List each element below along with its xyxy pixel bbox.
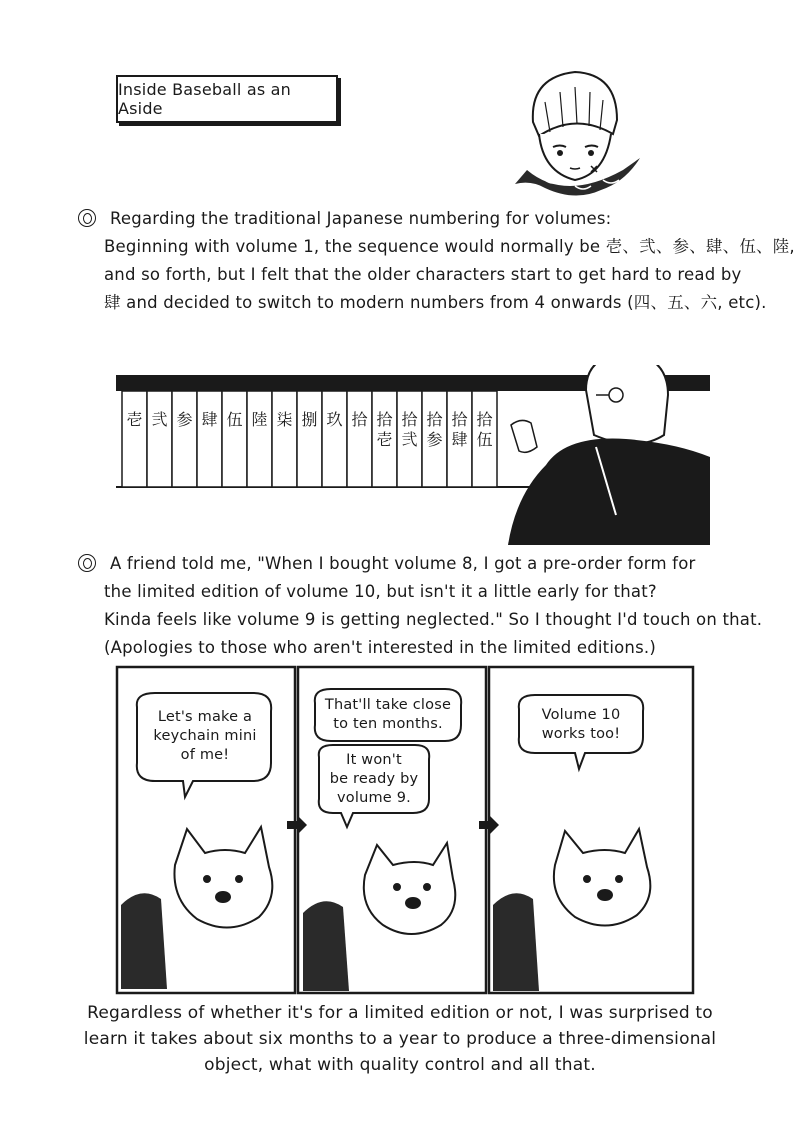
note-bullet-icon	[78, 554, 96, 572]
book-spine-label: 拾	[351, 410, 368, 429]
bubble-line: Let's make a	[157, 709, 253, 725]
book-spine-label: 玖	[326, 410, 343, 429]
scarf-character-illustration	[121, 893, 539, 991]
book-spine-label: 陸	[251, 410, 268, 429]
book-spine-label: 壱	[126, 410, 143, 429]
book-spine-label: 柒	[276, 410, 293, 429]
note2-line: the limited edition of volume 10, but isn't it a little early for that?	[104, 582, 657, 601]
closing-line: learn it takes about six months to a year to produce a three-dimensional	[83, 1029, 717, 1049]
comic-strip	[115, 665, 695, 995]
book-spine	[397, 391, 422, 487]
book-spine-label: 拾	[426, 410, 443, 429]
book-spine-label: 拾	[476, 410, 493, 429]
bookshelf-illustration	[116, 365, 710, 545]
book-spine-label: 伍	[476, 430, 493, 449]
speech-bubble-panel2b	[323, 751, 425, 808]
note-volume-numbering	[78, 205, 795, 317]
book-spine-label: 参	[426, 430, 443, 449]
book-spine	[222, 391, 247, 487]
panel-arrow-icon	[479, 815, 499, 835]
book-spine	[247, 391, 272, 487]
book-spine-label: 弐	[401, 430, 418, 449]
book-spine	[172, 391, 197, 487]
bubble-line: That'll take close	[324, 697, 452, 713]
narrator-character-illustration	[505, 62, 655, 202]
note1-line: 肆 and decided to switch to modern numbers from 4 onwards (四、五、六, etc).	[104, 293, 767, 312]
book-spine	[472, 391, 497, 487]
closing-paragraph	[60, 1000, 740, 1078]
oni-character-illustration	[508, 365, 710, 545]
speech-bubble-panel2a	[319, 696, 457, 734]
book-spine-label: 肆	[201, 410, 218, 429]
book-spine-label: 肆	[451, 430, 468, 449]
book-spine	[422, 391, 447, 487]
bubble-line: Volume 10	[541, 707, 621, 723]
closing-line: Regardless of whether it's for a limited edition or not, I was surprised to	[87, 1003, 713, 1023]
book-spine-label: 伍	[226, 410, 243, 429]
book-spine-label: 参	[176, 410, 193, 429]
book-spine-label: 拾	[376, 410, 393, 429]
speech-bubble-panel1	[143, 708, 267, 765]
bubble-line: volume 9.	[337, 790, 411, 806]
book-spine	[297, 391, 322, 487]
note1-line: Regarding the traditional Japanese numbering for volumes:	[110, 209, 612, 228]
panel-arrow-icon	[287, 815, 307, 835]
book-spine-label: 捌	[301, 410, 318, 429]
book-spine	[122, 391, 147, 487]
book-spine-label: 壱	[376, 430, 393, 449]
book-spine-label: 拾	[401, 410, 418, 429]
speech-bubble-panel3	[523, 706, 639, 744]
book-spine-label: 弐	[151, 410, 168, 429]
book-spine	[322, 391, 347, 487]
book-spine	[272, 391, 297, 487]
note2-line: Kinda feels like volume 9 is getting neglected." So I thought I'd touch on that.	[104, 610, 763, 629]
bubble-line: It won't	[346, 752, 402, 768]
bubble-line: to ten months.	[333, 716, 443, 732]
bubble-line: be ready by	[329, 771, 419, 787]
section-title: Inside Baseball as an Aside	[116, 75, 338, 123]
closing-line: object, what with quality control and all that.	[204, 1055, 596, 1075]
note2-line: A friend told me, "When I bought volume 8, I got a pre-order form for	[110, 554, 696, 573]
note1-line: Beginning with volume 1, the sequence would normally be 壱、弐、参、肆、伍、陸,	[104, 237, 795, 256]
bubble-line: works too!	[541, 726, 621, 742]
dog-character-illustration	[174, 827, 650, 934]
book-spine	[347, 391, 372, 487]
book-spine	[447, 391, 472, 487]
note-limited-edition	[78, 550, 762, 662]
book-spine	[147, 391, 172, 487]
bubble-line: of me!	[180, 747, 230, 763]
book-spine	[197, 391, 222, 487]
bubble-line: keychain mini	[153, 728, 257, 744]
note-bullet-icon	[78, 209, 96, 227]
book-spine-label: 拾	[451, 410, 468, 429]
book-spine	[372, 391, 397, 487]
note2-line: (Apologies to those who aren't interested in the limited editions.)	[104, 638, 656, 657]
note1-line: and so forth, but I felt that the older characters start to get hard to read by	[104, 265, 742, 284]
